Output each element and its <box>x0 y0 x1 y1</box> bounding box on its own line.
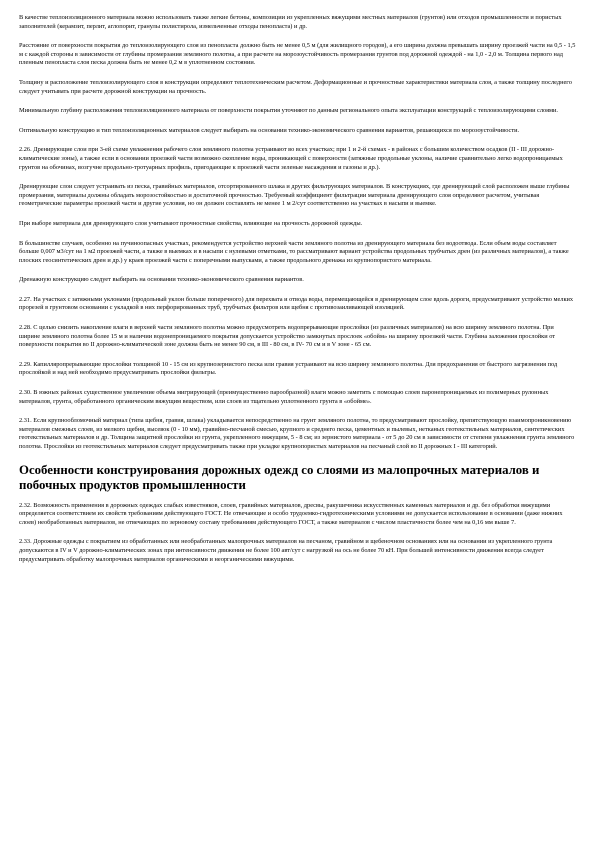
paragraph: 2.33. Дорожные одежды с покрытием из обработанных или необработанных малопрочных материалов на песчаном, гравийном и щебеночном основаниях или на основании из укрепленного грунта допускаются в IV и V дорожно-климатических зонах при интенсивности движения не более 100 авт/сут с нагрузкой на ось не более 70 кН. При большей интенсивности движения всегда следует предусматривать обработку малопрочных материалов органическими и неорганическими вяжущими. <box>19 538 553 563</box>
paragraph: В качестве теплоизоляционного материала можно использовать также легкие бетоны, композиции из укрепленных вяжущими местных материалов (грунтов) или отходов промышленности и пористых заполнителей (керамзит, перлит, аглопорит, гранулы полистирола, измельченные отходы пенопласта) и др. <box>19 14 562 30</box>
paragraph: Дренирующие слои следует устраивать из песка, гравийных материалов, отсортированного шлака и других фильтрующих материалов. В конструкциях, где дренирующий слой расположен выше глубины промерзания, материалы должны обладать морозостойкостью и достаточной прочностью. Требуемый коэффициент фильтрации материала дренирующего слоя определяют расчетом, учитывая геометрические параметры проезжей части и другие условия, но он должен составлять не менее 1 м 2/сут соответственно на участках в насыпи и выемке. <box>19 183 570 208</box>
paragraph: 2.28. С целью снизить накопление влаги в верхней части земляного полотна можно предусмотреть водопрерывающие прослойки (из различных материалов) на всю ширину земляного полотна. При ширине земляного полотна более 15 м и наличии водонепроницаемого покрытия допускается устройство замкнутых прослоек «обойм» на ширину проезжей части. Глубина заложения прослойки от поверхности покрытия во II дорожно-климатической зоне должна быть не менее 90 см, в III - 80 см, в IV- 70 см и в V зоне - 65 см. <box>19 324 556 349</box>
paragraph: 2.30. В южных районах существенное увеличение объема мигрирующей (преимущественно парообразной) влаги можно заметить с помощью слоев паронепроницаемых из полимерных рулонных материалов, грунта, обработанного органическим вяжущим веществом, или слоев из тщательно уплотненного грунта в «обойме». <box>19 389 549 405</box>
paragraph: При выборе материала для дренирующего слоя учитывают прочностные свойства, влияющие на прочность дорожной одежды. <box>19 219 363 227</box>
paragraph: Дренажную конструкцию следует выбирать на основании технико-экономического сравнения вариантов. <box>19 276 304 284</box>
paragraph: Расстояние от поверхности покрытия до теплоизолирующего слоя из пенопласта должно быть не менее 0,5 м (для жилищного городов), а его ширина должна превышать ширину проезжей части на 0,5 - 1,5 м с каждой стороны в зависимости от глубины промерзания земляного полотна, а при расчете на морозоустойчивость промерзания грунтов под дорожной одеждой - на 1,0 - 2,0 м. Толщина первого над пленным пенопласта слоя песка должна быть не менее 0,2 м в уплотненном состоянии. <box>19 42 576 67</box>
paragraph: Минимальную глубину расположения теплоизоляционного материала от поверхности покрытия уточняют по данным регионального опыта эксплуатации конструкций с теплоизолирующими слоями. <box>19 107 558 115</box>
paragraph: Толщину и расположение теплоизолирующего слоя в конструкции определяют теплотехническим расчетом. Деформационные и прочностные характеристики материала слоя, а также толщину последнего следует учитывать при расчете дорожной конструкции на прочность. <box>19 78 572 95</box>
paragraph: 2.32. Возможность применения в дорожных одеждах слабых известняков, слоев, гравийных материалов, дресвы, ракушечника искусственных каменных материалов и др. без обработки вяжущими определяется соответствием их свойств требованиям действующего ГОСТ. Не отвечающие и особо трудоемко-гидротехническими условиями не допускается использование в основании (даже нижних слоев) необработанных материалов, не отвечающих по зерновому составу требованиям действующего ГОСТ, а также материалов с числом пластичности более чем на 0,16 мм выше 7. <box>19 501 563 526</box>
paragraph: Оптимальную конструкцию и тип теплоизоляционных материалов следует выбирать на основании технико-экономического сравнения вариантов, решающихся по морозоустойчивости. <box>19 126 520 134</box>
paragraph: 2.29. Капилляропрерывающие прослойки толщиной 10 - 15 см из крупнозернистого песка или гравия устраивают на всю ширину земляного полотна. Для предохранения от быстрого загрязнения под прослойкой и над ней необходимо предусматривать прослойки фильтры. <box>19 360 558 377</box>
paragraph: 2.31. Если крупнообломочный материал (типа щебня, гравия, шлака) укладывается непосредственно на грунт земляного полотна, то предусматривают прослойку, препятствующую взаимопроникновению материалов смежных слоев, из мелкого щебня, высевок (0 - 10 мм), гравийно-песчаной смесью, крупного и среднего песка, цементных и пылевых, нетканых геотекстильных материалов, синтетических геотекстильных материалов и др. Толщина защитной прослойки из грунта, укрепленного вяжущим, 5 - 8 см; из зернистого материала - от 5 до 20 см в зависимости от степени увлажнения грунта земляного полотна. Прослойки из геотекстильных материалов следует предусматривать также при укладке крупнопористых материалов на песчаный слой во II дорожных I - III категорий. <box>19 417 575 450</box>
paragraph: 2.26. Дренирующие слои при 3-ей схеме увлажнения рабочего слоя земляного полотна устраивают во всех участках; при 1 и 2-й схемах - в районах с большим количеством осадков (II - III дорожно-климатические зоны), а также если в основании проезжей части возможно скопление воды, проникающей с поверхности (затяжные продольные уклоны, наличие сравнительно легко водопроницаемых грунтов на обочинах, возгучне продольно-тротуарных профиль, пригодающие к проезжей части зеленые насаждения и газоны и др.). <box>19 146 563 171</box>
paragraph: 2.27. На участках с затяжными уклонами (продольный уклон больше поперечного) для перехвата и отвода воды, перемещающейся в дренирующем слое вдоль дороги, предусматривают устройство мелких прорезей в грунтовом основании с укладкой в них перфорированных труб, трубчатых фильтров или щебня с противозаиливающей изоляцией. <box>19 295 574 312</box>
paragraph: В большинстве случаев, особенно на пучиноопасных участках, рекомендуется устройство верхней части земляного полотна из дренирующего материала без водоотвода. Если объем воды составляет больше 0,007 м3/сут на 1 м2 проезжей части, а также в выемках и в насыпи с нулевыми отметками, то рассматривают вариант устройства продольных трубчатых дрен (из различных материалов), а также плоских геосинтетических дрен и др.) у краев проезжей части с поперечными выпусками, а также продольного дренажа из крупнопористого материала. <box>19 239 569 264</box>
section-heading: Особенности конструирования дорожных одежд со слоями из малопрочных материалов и побочных продуктов промышленности <box>19 462 540 492</box>
